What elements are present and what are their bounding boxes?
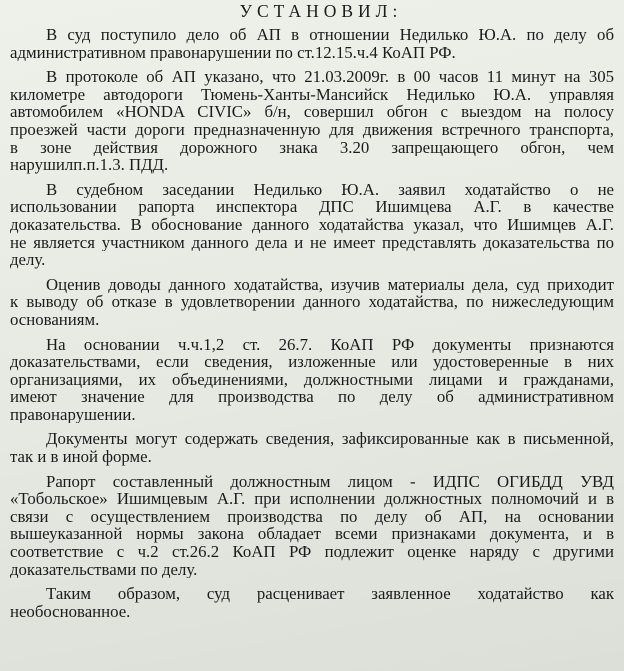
paragraph — [10, 336, 614, 424]
paragraph — [10, 585, 614, 620]
text-line: так и в иной форме. — [10, 448, 152, 466]
text-line: Оценив доводы данного ходатайства, изучив материалы дела, суд приходит — [46, 275, 614, 294]
text-line: На основании ч.ч.1,2 ст. 26.7. КоАП РФ документы признаются — [46, 335, 614, 354]
text-line: необоснованное. — [10, 602, 131, 621]
text-line: доказательства. В обоснование данного ходатайства указал, что Ишимцев А.Г. — [10, 215, 614, 234]
paragraph — [10, 68, 614, 174]
text-line: автомобилем «HONDA CIVIC» б/н, совершил обгон с выездом на полосу — [10, 103, 614, 121]
text-line: В суд поступило дело об АП в отношении Недилько Ю.А. по делу об — [46, 26, 614, 44]
text-line: Рапорт составленный должностным лицом - ИДПС ОГИБДД УВД — [46, 472, 614, 491]
text-line: использовании рапорта инспектора ДПС Ишимцева А.Г. в качестве — [10, 198, 614, 216]
text-line: в зоне действия дорожного знака 3.20 запрещающего обгон, чем — [10, 138, 614, 157]
document-body — [10, 26, 614, 620]
text-line: административном правонарушении по ст.12.15.ч.4 КоАП РФ. — [10, 43, 456, 62]
text-line: основаниям. — [10, 310, 100, 329]
text-line: проезжей части дороги предназначенную для движения встречного транспорта, — [10, 120, 614, 139]
text-line: Документы могут содержать сведения, зафиксированные как в письменной, — [46, 430, 614, 449]
text-line: делу. — [10, 251, 46, 269]
paragraph — [10, 26, 614, 61]
text-line: доказательствами по делу. — [10, 560, 198, 579]
text-line: не является участником данного дела и не имеет представлять доказательства по — [10, 233, 614, 252]
text-line: В судебном заседании Недилько Ю.А. заявил ходатайство о не — [46, 180, 614, 199]
text-line: Таким образом, суд расценивает заявленное ходатайство как — [46, 585, 614, 603]
text-line: связи с осуществлением производства по делу об АП, на основании — [10, 507, 614, 526]
text-line: В протоколе об АП указано, что 21.03.2009г. в 00 часов 11 минут на 305 — [46, 68, 614, 86]
paragraph — [10, 276, 614, 329]
document-heading: УСТАНОВИЛ: — [239, 1, 403, 21]
text-line: имеют значение для производства по делу об административном — [10, 388, 614, 406]
text-line: правонарушении. — [10, 405, 136, 424]
text-line: нарушилп.п.1.3. ПДД. — [10, 156, 169, 174]
paragraph — [10, 430, 614, 465]
paragraph — [10, 181, 614, 269]
text-line: километре автодороги Тюмень-Ханты-Мансийск Недилько Ю.А. управляя — [10, 85, 614, 104]
text-line: «Тобольское» Ишимцевым А.Г. при исполнении должностных полномочий и в — [10, 490, 614, 508]
text-line: вышеуказанной нормы закона обладает всеми признаками документа, и в — [10, 525, 614, 544]
text-line: соответствие с ч.2 ст.26.2 КоАП РФ подлежит оценке наряду с другими — [10, 543, 614, 561]
text-line: организациями, их объединениями, должностными лицами и гражданами, — [10, 370, 614, 389]
text-line: доказательствами, если сведения, изложенные или удостоверенные в них — [10, 353, 614, 371]
text-line: к выводу об отказе в удовлетворении данного ходатайства, по нижеследующим — [10, 293, 614, 311]
paragraph — [10, 473, 614, 579]
